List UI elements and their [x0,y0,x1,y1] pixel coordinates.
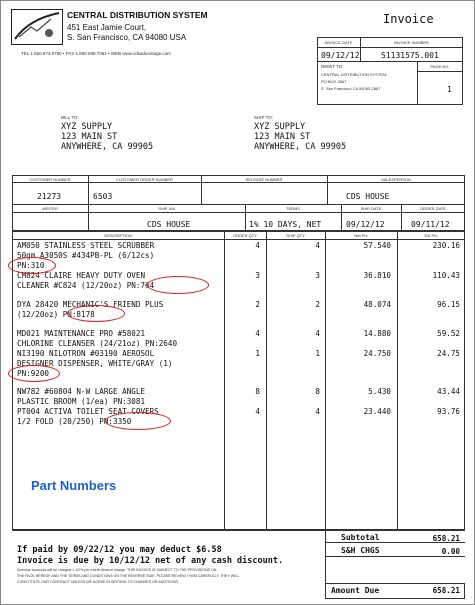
invoice-date: 09/12/12 [321,51,360,60]
company-contact: TEL 1.650.873.0780 • FAX 1.650.588.7061 • WEB www.cdsadvantage.com [21,51,171,56]
part-number-highlight [8,257,56,274]
item-desc-line: (12/20oz) PN:8178 [17,310,95,319]
item-ext-price: 43.44 [437,387,460,396]
item-ext-price: 24.75 [437,349,460,358]
remit-line-2: PO BOX 2867 [321,79,347,84]
item-desc-line: DYA 28420 MECHANIC'S FRIEND PLUS [17,300,164,309]
item-ship-qty: 4 [315,241,320,250]
col-description: DESCRIPTION [104,233,132,238]
invoice-number: S1131575.001 [381,51,439,60]
order-date: 09/11/12 [411,220,450,229]
order-date-label: ORDER DATE [420,206,446,211]
item-desc-line: AM050 STAINLESS STEEL SCRUBBER [17,241,155,250]
sh-label: S&H CHGS [341,546,380,555]
remit-line-3: S. San Francisco CA 94083-2867 [321,86,381,91]
fine-print-2: THE FACE HEREOF AND THE TERMS AND CONDITIONS ON THE REVERSE SIDE. PLEASE REVIEW THEM CAREFULLY. THEY WILL [17,574,240,578]
bill-to-line-1: XYZ SUPPLY [61,122,113,132]
item-ext-price: 110.43 [432,271,460,280]
item-desc-line: PLASTIC BROOM (1/ea) PN:3081 [17,397,146,406]
item-net-price: 23.440 [363,407,391,416]
item-desc-line: CM824 CLAIRE HEAVY DUTY OVEN [17,271,146,280]
part-number-highlight [105,412,171,430]
item-ext-price: 230.16 [432,241,460,250]
item-net-price: 24.750 [363,349,391,358]
item-order-qty: 8 [255,387,260,396]
item-desc-line: NW782 #60804 N-W LARGE ANGLE [17,387,146,396]
col-ship-qty: SHIP QTY [286,233,305,238]
item-desc-line: MD021 MAINTENANCE PRO #58021 [17,329,146,338]
salesperson-label: SALESPERSON [381,177,411,182]
part-number-highlight [8,365,60,382]
remit-label: REMIT TO: [321,64,344,69]
col-ext-prc: Ext Prc [424,233,438,238]
invoice-date-label: INVOICE DATE [324,40,353,45]
item-ext-price: 59.52 [437,329,460,338]
part-number-highlight [67,305,125,322]
item-order-qty: 4 [255,407,260,416]
item-desc-line: 50gm A3050S #434PB-PL (6/12cs) [17,251,155,260]
col-order-qty: ORDER QTY [233,233,257,238]
release-label: RELEASE NUMBER [245,177,283,182]
due-line: Invoice is due by 10/12/12 net of any cash discount. [17,556,284,566]
item-net-price: 48.074 [363,300,391,309]
page-no-label: PAGE NO. [430,64,450,69]
writer-label: WRITER [42,206,58,211]
item-ship-qty: 1 [315,349,320,358]
customer-order-label: CUSTOMER ORDER NUMBER [116,177,173,182]
item-order-qty: 4 [255,329,260,338]
ship-to-line-2: 123 MAIN ST [254,132,311,142]
item-order-qty: 2 [255,300,260,309]
item-desc-line: CLEANER #C824 (12/20oz) PN:764 [17,281,155,290]
salesperson: CDS HOUSE [346,192,390,201]
ship-to-label: SHIP TO: [254,115,274,120]
item-order-qty: 3 [255,271,260,280]
amount-due-label: Amount Due [331,586,380,595]
item-net-price: 14.880 [363,329,391,338]
item-order-qty: 1 [255,349,260,358]
ship-via-label: SHIP VIA [158,206,175,211]
discount-line: If paid by 09/22/12 you may deduct $6.58 [17,545,222,555]
doc-title: Invoice [383,12,434,26]
item-desc-line: NI3190 NILOTRON #03190 AEROSOL [17,349,155,358]
item-desc-line: PT004 ACTIVA TOILET SEAT COVERS [17,407,159,416]
company-logo [11,9,63,45]
subtotal-label: Subtotal [341,533,380,542]
item-desc-line: CHLORINE CLEANSER (24/21oz) PN:2640 [17,339,178,348]
subtotal: 658.21 [432,534,460,543]
item-ship-qty: 3 [315,271,320,280]
ship-date-label: SHIP DATE [360,206,382,211]
item-desc-line: 1/2 FOLD (20/250) PN:3350 [17,417,132,426]
customer-number: 21273 [37,192,62,201]
ship-via: CDS HOUSE [147,220,191,229]
customer-number-label: CUSTOMER NUMBER [29,177,71,182]
item-desc-line: PN:9200 [17,369,50,378]
item-net-price: 57.540 [363,241,391,250]
fine-print-3: CONSTITUTE OUR CONTRACT UNLESS WE AGREE IN WRITING TO CHANGES OR ADDITIONS. [17,580,179,584]
item-ship-qty: 4 [315,329,320,338]
item-ext-price: 93.76 [437,407,460,416]
invoice-number-label: INVOICE NUMBER [394,40,429,45]
part-numbers-annotation: Part Numbers [31,478,117,493]
ship-date: 09/12/12 [346,220,385,229]
remit-line-1: CENTRAL DISTRIBUTION SYSTEM [321,72,387,77]
part-number-highlight [147,276,209,294]
bill-to-label: BILL TO: [61,115,79,120]
item-ext-price: 96.15 [437,300,460,309]
item-order-qty: 4 [255,241,260,250]
item-desc-line: DESIGNER DISPENSER, WHITE/GRAY (1) [17,359,173,368]
item-net-price: 36.810 [363,271,391,280]
item-ship-qty: 8 [315,387,320,396]
bill-to-line-3: ANYWHERE, CA 99905 [61,142,154,152]
customer-order: 6503 [93,192,113,201]
item-ship-qty: 4 [315,407,320,416]
bill-to-line-2: 123 MAIN ST [61,132,118,142]
order-info-grid [12,175,465,231]
terms-label: TERMS [286,206,300,211]
col-net-prc: Net Prc [354,233,368,238]
fine-print-1: Overdue accounts will be charged 1 1/2% per month finance charge. THIS INVOICE IS SUBJECT TO THE PROVISIONS ON [17,568,217,572]
page-no: 1 [447,85,452,94]
ship-to-line-3: ANYWHERE, CA 99905 [254,142,347,152]
item-ship-qty: 2 [315,300,320,309]
item-desc-line: PN:310 [17,261,45,270]
terms: 1% 10 DAYS, NET [249,220,322,229]
company-address-2: S. San Francisco, CA 94080 USA [67,33,187,42]
company-name: CENTRAL DISTRIBUTION SYSTEM [67,10,208,20]
ship-to-line-1: XYZ SUPPLY [254,122,306,132]
amount-due: 658.21 [432,586,460,595]
company-address-1: 451 East Jamie Court, [67,23,147,32]
sh-charges: 0.00 [441,547,460,556]
item-net-price: 5.430 [368,387,391,396]
